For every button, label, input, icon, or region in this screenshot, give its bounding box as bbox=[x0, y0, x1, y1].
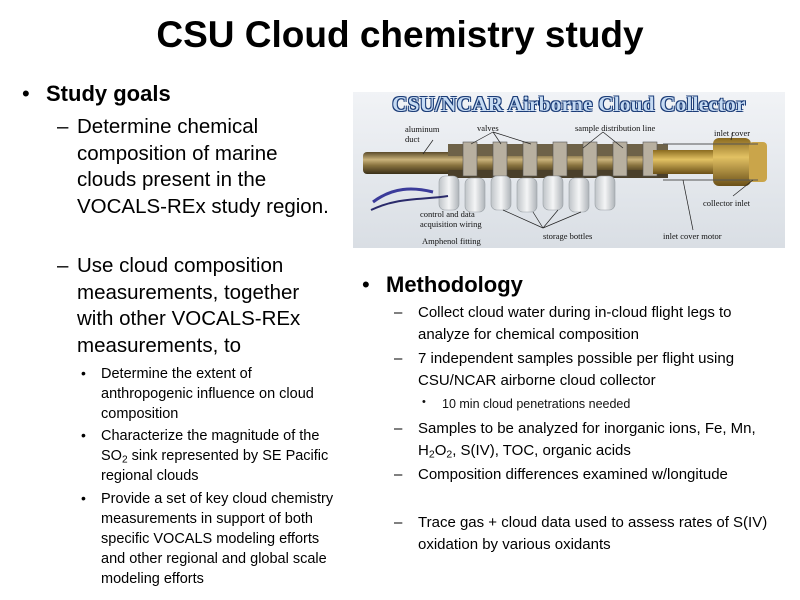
dash-marker: – bbox=[394, 466, 403, 483]
method-item-3 bbox=[394, 418, 783, 462]
label-aluminum-duct: aluminum duct bbox=[405, 124, 440, 144]
method-item-1 bbox=[394, 302, 778, 346]
method-item-5-text: Trace gas + cloud data used to assess rates of S(IV) oxidation by various oxidants bbox=[418, 514, 768, 553]
bullet-dot: • bbox=[81, 365, 86, 381]
method-sub-item bbox=[422, 396, 762, 411]
dash-marker: – bbox=[394, 304, 403, 321]
goal-item-2 bbox=[57, 253, 339, 359]
dash-marker: – bbox=[394, 514, 403, 531]
goal-sub-item-2-text: Characterize the magnitude of the $SO_2$ sink represented by SE Pacific regional clouds bbox=[101, 428, 329, 484]
goal-sub-item-1-text: Determine the extent of anthropogenic influence on cloud composition bbox=[101, 366, 314, 422]
goal-item-1-text: Determine chemical composition of marine clouds present in the VOCALS-REx study region. bbox=[77, 115, 329, 218]
label-sample-line: sample distribution line bbox=[575, 123, 656, 133]
goal-sub-item-1 bbox=[81, 364, 331, 424]
methodology-label: Methodology bbox=[386, 272, 523, 297]
method-item-3-text: Samples to be analyzed for inorganic ions, Fe, Mn, $H_2O_2$, S(IV), TOC, organic acids bbox=[418, 420, 756, 461]
goal-item-2-text: Use cloud composition measurements, together with other VOCALS-REx measurements, to bbox=[77, 254, 301, 357]
dash-marker: – bbox=[57, 115, 69, 138]
method-item-5 bbox=[394, 512, 783, 556]
label-valves: valves bbox=[477, 123, 499, 133]
label-control-wiring: control and data acquisition wiring bbox=[420, 209, 482, 229]
goal-sub-item-3-text: Provide a set of key cloud chemistry measurements in support of both specific VOCALS modeling efforts and other regional and global scale modeling efforts bbox=[101, 491, 334, 587]
bullet-dot: • bbox=[22, 81, 30, 106]
bullet-dot: • bbox=[81, 427, 86, 443]
bullet-dot: • bbox=[362, 272, 370, 297]
method-item-4-text: Composition differences examined w/longitude bbox=[418, 466, 728, 483]
method-item-2 bbox=[394, 348, 778, 392]
method-item-1-text: Collect cloud water during in-cloud flight legs to analyze for chemical composition bbox=[418, 304, 732, 343]
label-inlet-cover: inlet cover bbox=[714, 128, 751, 138]
goal-item-1 bbox=[57, 114, 337, 220]
method-sub-item-text: 10 min cloud penetrations needed bbox=[442, 397, 631, 411]
study-goals-label: Study goals bbox=[46, 81, 171, 106]
label-amphenol: Amphenol fitting bbox=[422, 236, 481, 246]
label-storage-bottles: storage bottles bbox=[543, 231, 593, 241]
dash-marker: – bbox=[394, 350, 403, 367]
goal-sub-item-3 bbox=[81, 489, 341, 589]
bullet-dot: • bbox=[422, 396, 426, 408]
label-inlet-cover-motor: inlet cover motor bbox=[663, 231, 722, 241]
slide-title: CSU Cloud chemistry study bbox=[156, 14, 644, 55]
bullet-dot: • bbox=[81, 490, 86, 506]
cloud-collector-photo bbox=[353, 92, 785, 248]
method-item-2-text: 7 independent samples possible per flight using CSU/NCAR airborne cloud collector bbox=[418, 350, 735, 389]
goal-sub-item-2 bbox=[81, 426, 341, 486]
dash-marker: – bbox=[57, 254, 69, 277]
dash-marker: – bbox=[394, 420, 403, 437]
photo-title: CSU/NCAR Airborne Cloud Collector bbox=[392, 92, 746, 116]
label-collector-inlet: collector inlet bbox=[703, 198, 750, 208]
method-item-4 bbox=[394, 464, 748, 486]
